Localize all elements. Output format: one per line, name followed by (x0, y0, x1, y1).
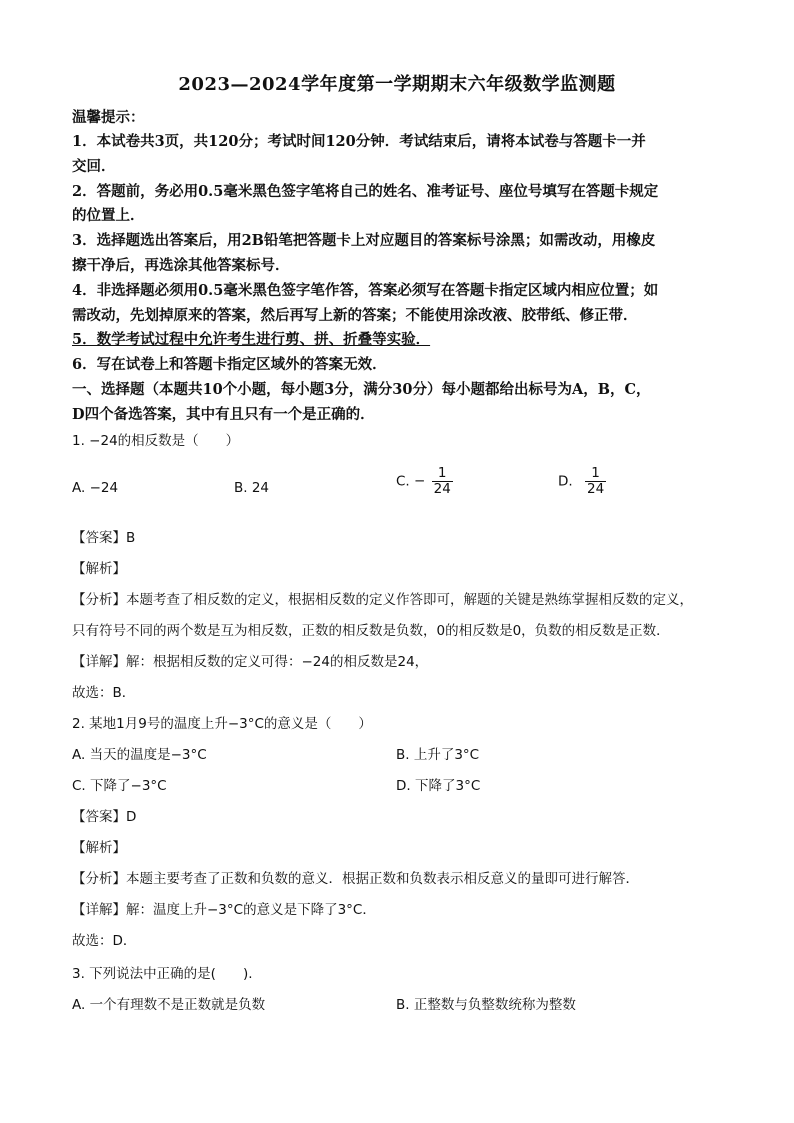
answer-line: 【答案】B (72, 530, 136, 546)
analysis-text: 【分析】本题主要考查了正数和负数的意义．根据正数和负数表示相反意义的量即可进行解答． (72, 871, 639, 887)
fraction-denominator: 24 (586, 480, 605, 497)
detail-text: 【详解】解：温度上升−3°C的意义是下降了3°C． (72, 902, 376, 918)
notice-line: 擦干净后，再选涂其他答案标号． (72, 257, 290, 274)
fraction-numerator: 1 (437, 465, 447, 481)
choose-text: 故选：B． (72, 685, 136, 701)
option-c-sign: − (414, 473, 426, 490)
notice-line: 1．本试卷共3页，共120分；考试时间120分钟．考试结束后，请将本试卷与答题卡一并 (72, 133, 646, 150)
detail-text: 【详解】解：根据相反数的定义可得：−24的相反数是24， (72, 654, 429, 670)
option-c-label: C. (396, 473, 410, 490)
option-a: A. −24 (72, 480, 119, 496)
analysis-tag: 【解析】 (72, 561, 126, 577)
option-b: B. 正整数与负整数统称为整数 (396, 997, 576, 1013)
option-c-fraction (432, 466, 453, 497)
notice-heading: 温馨提示： (72, 109, 145, 126)
notice-line: 3．选择题选出答案后，用2B铅笔把答题卡上对应题目的答案标号涂黑；如需改动，用橡皮 (72, 232, 656, 249)
option-d: D. 下降了3°C (396, 778, 481, 794)
notice-line: 交回． (72, 158, 116, 175)
option-d (558, 466, 606, 497)
question-stem: 2. 某地1月9号的温度上升−3°C的意义是（ ） (72, 716, 372, 732)
fraction-numerator: 1 (591, 465, 600, 481)
notice-line-underlined: 5．数学考试过程中允许考生进行剪、拼、折叠等实验． (72, 331, 431, 348)
section-heading: 一、选择题（本题共10个小题，每小题3分，满分30分）每小题都给出标号为A，B，C， (72, 381, 651, 398)
notice-line: 2．答题前，务必用0.5毫米黑色签字笔将自己的姓名、准考证号、座位号填写在答题卡规定 (72, 183, 659, 200)
notice-line: 的位置上． (72, 207, 145, 224)
answer-line: 【答案】D (72, 809, 137, 825)
analysis-text: 只有符号不同的两个数是互为相反数，正数的相反数是负数，0的相反数是0，负数的相反数是正数． (72, 623, 670, 639)
option-d-label: D. (558, 473, 573, 490)
question-stem: 1. −24的相反数是（ ） (72, 433, 240, 449)
option-b: B. 24 (234, 480, 270, 496)
analysis-text: 【分析】本题考查了相反数的定义，根据相反数的定义作答即可，解题的关键是熟练掌握相反数的定义， (72, 592, 693, 608)
notice-line: 6．写在试卷上和答题卡指定区域外的答案无效． (72, 356, 387, 373)
page-title: 2023—2024学年度第一学期期末六年级数学监测题 (178, 74, 616, 95)
option-c (396, 466, 453, 497)
notice-line: 需改动，先划掉原来的答案，然后再写上新的答案；不能使用涂改液、胶带纸、修正带． (72, 307, 638, 324)
fraction-denominator: 24 (433, 480, 451, 497)
option-d-fraction (585, 466, 606, 497)
option-a: A. 一个有理数不是正数就是负数 (72, 997, 266, 1013)
option-b: B. 上升了3°C (396, 747, 480, 763)
option-c: C. 下降了−3°C (72, 778, 167, 794)
option-a: A. 当天的温度是−3°C (72, 747, 207, 763)
choose-text: 故选：D． (72, 933, 137, 949)
section-heading: D四个备选答案，其中有且只有一个是正确的． (72, 406, 375, 423)
notice-line: 4．非选择题必须用0.5毫米黑色签字笔作答，答案必须写在答题卡指定区域内相应位置；如 (72, 282, 659, 299)
question-stem: 3. 下列说法中正确的是( ). (72, 966, 253, 982)
analysis-tag: 【解析】 (72, 840, 126, 856)
